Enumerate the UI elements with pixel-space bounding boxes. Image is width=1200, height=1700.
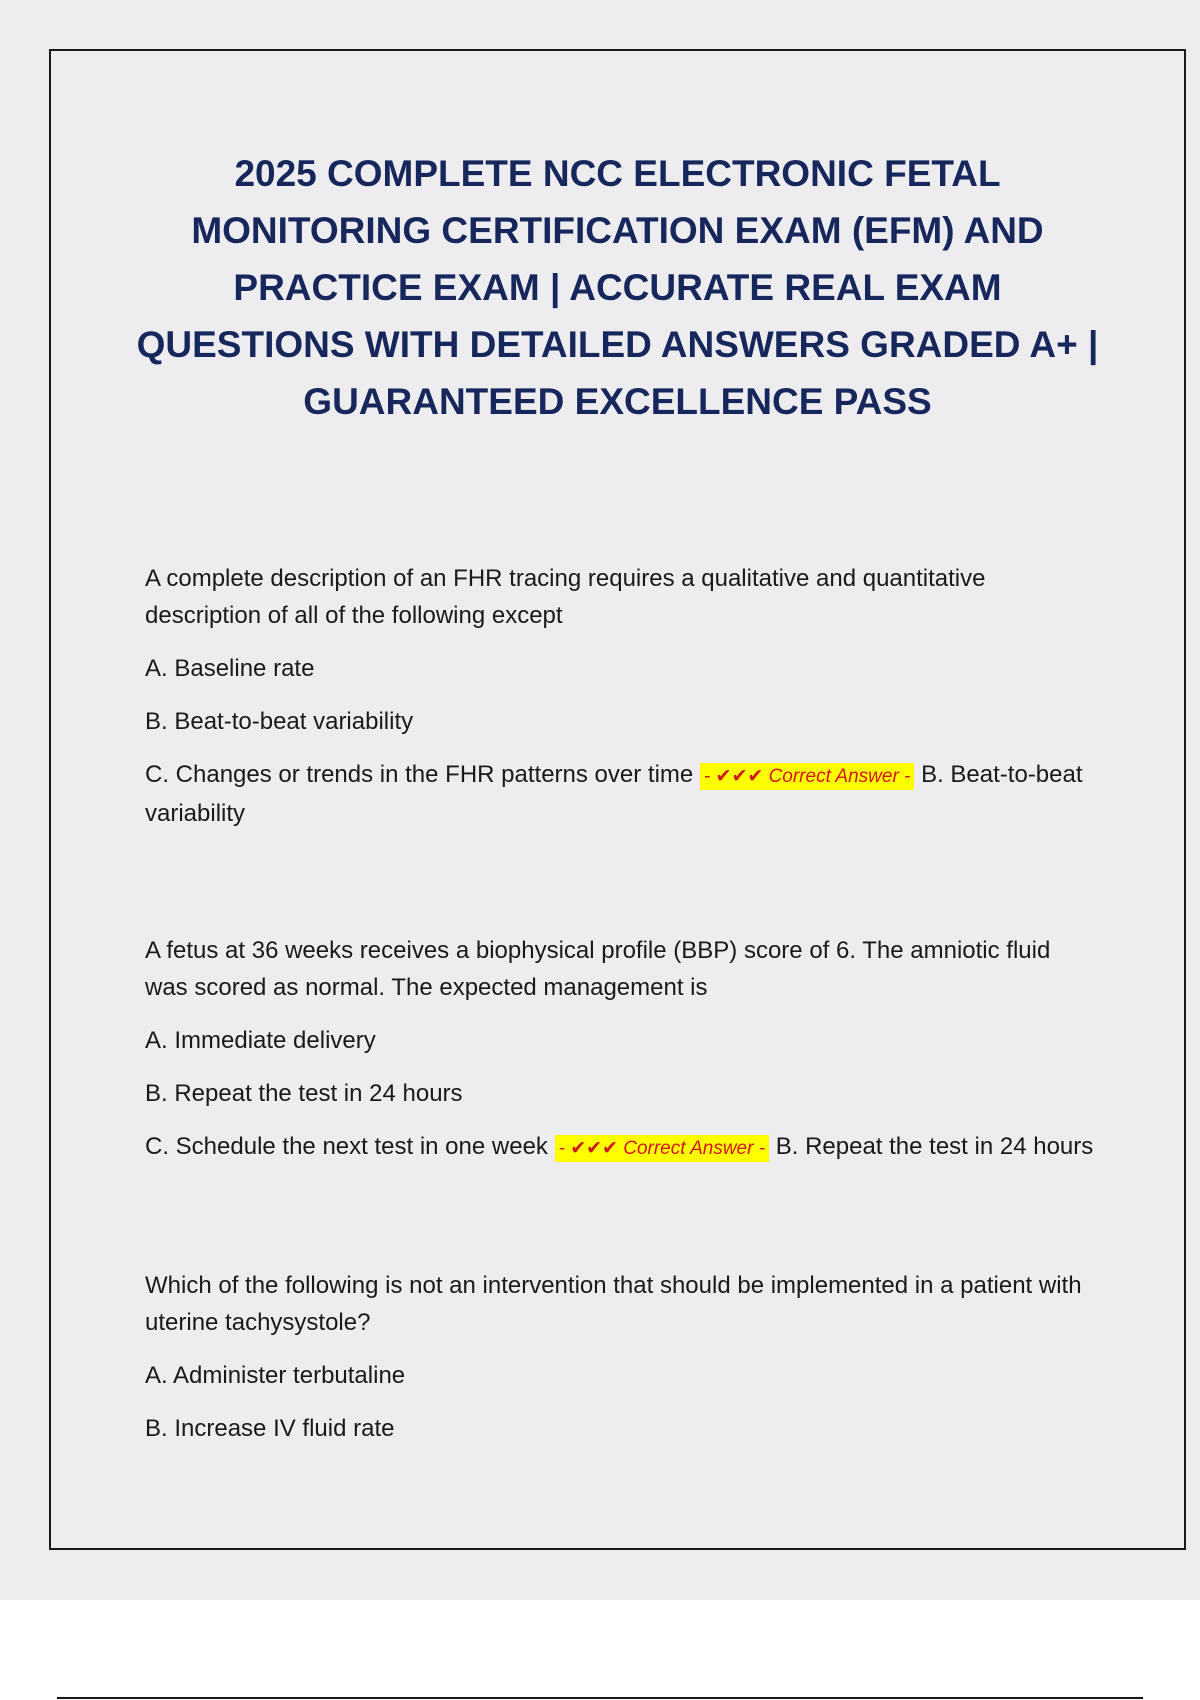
option-a: A. Administer terbutaline <box>145 1362 406 1389</box>
option-a: A. Baseline rate <box>145 655 315 682</box>
question-text: A fetus at 36 weeks receives a biophysical profile (BBP) score of 6. The amniotic fluid was scored as normal. The expected management is <box>145 937 1051 1001</box>
option-c-with-answer <box>145 756 1095 832</box>
correct-answer-marker: - ✔✔✔ Correct Answer - <box>555 1135 769 1162</box>
question-block <box>145 932 1095 1167</box>
question-block <box>145 560 1095 832</box>
questions-area <box>145 560 1095 1547</box>
option-c-with-answer <box>145 1128 1095 1167</box>
option-b: B. Repeat the test in 24 hours <box>145 1080 463 1107</box>
question-block <box>145 1267 1095 1447</box>
correct-answer: B. Repeat the test in 24 hours <box>775 1133 1094 1160</box>
question-text: A complete description of an FHR tracing requires a qualitative and quantitative description of all of the following except <box>145 565 986 629</box>
option-c: C. Changes or trends in the FHR patterns over time <box>145 761 694 788</box>
option-b: B. Increase IV fluid rate <box>145 1415 395 1442</box>
footer-divider <box>57 1697 1143 1699</box>
option-b: B. Beat-to-beat variability <box>145 708 414 735</box>
document-title: 2025 COMPLETE NCC ELECTRONIC FETAL MONITORING CERTIFICATION EXAM (EFM) AND PRACTICE EXAM | ACCURATE REAL EXAM QUESTIONS WITH DETAILED ANSWERS GRADED A+ | GUARANTEED EXCELLENCE PASS <box>136 153 1099 422</box>
correct-answer-marker: - ✔✔✔ Correct Answer - <box>700 763 914 790</box>
question-text: Which of the following is not an intervention that should be implemented in a patient with uterine tachysystole? <box>145 1272 1082 1336</box>
correct-answer: B. Beat-to-beat variability <box>145 761 1083 827</box>
option-a: A. Immediate delivery <box>145 1027 376 1054</box>
option-c: C. Schedule the next test in one week <box>145 1133 548 1160</box>
